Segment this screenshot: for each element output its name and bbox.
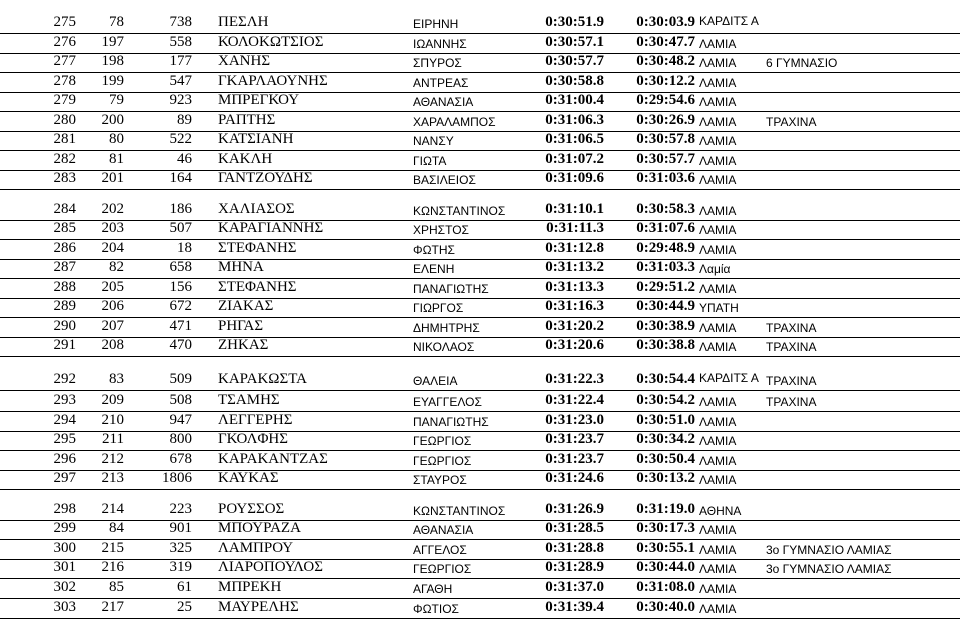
surname-cell: ΠΕΣΛΗ [218,14,269,30]
finish-time-cell: 0:31:11.3 [546,220,604,236]
surname-cell: ΓΚΑΡΛΑΟΥΝΗΣ [218,73,328,89]
table-row [0,0,960,33]
rank-cell: 297 [53,470,76,486]
surname-cell: ΚΑΡΑΓΙΑΝΝΗΣ [218,220,324,236]
rank-cell: 299 [53,520,76,536]
city-cell: ΛΑΜΙΑ [699,56,737,70]
city-cell: ΛΑΜΙΑ [699,243,737,257]
category-rank-cell: 199 [101,73,124,89]
chip-time-cell: 0:29:51.2 [636,279,695,295]
table-row [0,53,960,72]
club-cell: 6 ΓΥΜΝΑΣΙΟ [766,56,838,70]
surname-cell: ΚΟΛΟΚΩΤΣΙΟΣ [218,34,324,50]
rank-cell: 287 [53,259,76,275]
bib-number-cell: 89 [177,112,192,128]
finish-time-cell: 0:31:09.6 [545,170,604,186]
finish-time-cell: 0:31:20.2 [545,318,604,334]
chip-time-cell: 0:31:07.6 [636,220,695,236]
surname-cell: ΤΣΑΜΗΣ [218,392,280,408]
table-row [0,111,960,131]
finish-time-cell: 0:30:51.9 [545,14,604,30]
rank-cell: 290 [53,318,76,334]
bib-number-cell: 325 [169,540,192,556]
bib-number-cell: 522 [169,131,192,147]
finish-time-cell: 0:31:22.4 [545,392,604,408]
table-row [0,520,960,539]
table-row [0,489,960,520]
city-cell: ΛΑΜΙΑ [699,415,737,429]
chip-time-cell: 0:30:34.2 [636,431,695,447]
rank-cell: 303 [53,599,76,615]
rank-cell: 302 [53,579,76,595]
category-rank-cell: 210 [101,412,124,428]
category-rank-cell: 78 [109,14,124,30]
city-cell: ΛΑΜΙΑ [699,434,737,448]
category-rank-cell: 215 [101,540,124,556]
chip-time-cell: 0:31:08.0 [636,579,695,595]
surname-cell: ΖΗΚΑΣ [218,337,269,353]
first-name-cell: ΑΓΑΘΗ [413,582,453,596]
bib-number-cell: 507 [169,220,192,236]
surname-cell: ΜΑΥΡΕΛΗΣ [218,599,299,615]
chip-time-cell: 0:30:12.2 [636,73,695,89]
finish-time-cell: 0:31:22.3 [545,371,604,387]
surname-cell: ΡΗΓΑΣ [218,318,264,334]
first-name-cell: ΑΘΑΝΑΣΙΑ [413,523,474,537]
table-row [0,411,960,431]
rank-cell: 296 [53,451,76,467]
chip-time-cell: 0:30:38.8 [636,337,695,353]
city-cell: ΥΠΑΤΗ [699,301,739,315]
finish-time-cell: 0:31:24.6 [545,470,604,486]
bib-number-cell: 508 [169,392,192,408]
city-cell: ΛΑΜΙΑ [699,115,737,129]
club-cell: 3ο ΓΥΜΝΑΣΙΟ ΛΑΜΙΑΣ [766,562,892,576]
first-name-cell: ΚΩΝΣΤΑΝΤΙΝΟΣ [413,504,506,518]
category-rank-cell: 202 [101,201,124,217]
rank-cell: 281 [53,131,76,147]
surname-cell: ΚΑΥΚΑΣ [218,470,279,486]
category-rank-cell: 213 [101,470,124,486]
rank-cell: 295 [53,431,76,447]
city-cell: ΛΑΜΙΑ [699,602,737,616]
chip-time-cell: 0:31:19.0 [636,501,695,517]
rank-cell: 301 [53,559,76,575]
finish-time-cell: 0:31:13.3 [545,279,604,295]
surname-cell: ΚΑΚΛΗ [218,151,273,167]
rank-cell: 289 [53,298,76,314]
bib-number-cell: 547 [169,73,192,89]
category-rank-cell: 214 [101,501,124,517]
surname-cell: ΛΙΑΡΟΠΟΥΛΟΣ [218,559,323,575]
chip-time-cell: 0:30:54.2 [636,392,695,408]
bib-number-cell: 672 [169,298,192,314]
finish-time-cell: 0:31:13.2 [545,259,604,275]
category-rank-cell: 216 [101,559,124,575]
club-cell: ΤΡΑΧΙΝΑ [766,115,817,129]
category-rank-cell: 85 [109,579,124,595]
city-cell: ΛΑΜΙΑ [699,76,737,90]
chip-time-cell: 0:29:48.9 [636,240,695,256]
first-name-cell: ΣΤΑΥΡΟΣ [413,473,467,487]
category-rank-cell: 197 [101,34,124,50]
bib-number-cell: 470 [169,337,192,353]
first-name-cell: ΣΠΥΡΟΣ [413,56,462,70]
bib-number-cell: 509 [169,371,192,387]
surname-cell: ΧΑΛΙΑΣΟΣ [218,201,295,217]
rank-cell: 285 [53,220,76,236]
chip-time-cell: 0:30:17.3 [636,520,695,536]
city-cell: ΛΑΜΙΑ [699,340,737,354]
first-name-cell: ΓΙΩΡΓΟΣ [413,301,464,315]
category-rank-cell: 212 [101,451,124,467]
bib-number-cell: 923 [169,92,192,108]
first-name-cell: ΧΡΗΣΤΟΣ [413,223,469,237]
surname-cell: ΡΟΥΣΣΟΣ [218,501,285,517]
category-rank-cell: 81 [109,151,124,167]
finish-time-cell: 0:31:23.7 [545,431,604,447]
rank-cell: 276 [53,34,76,50]
table-row [0,337,960,356]
rank-cell: 288 [53,279,76,295]
category-rank-cell: 80 [109,131,124,147]
category-rank-cell: 201 [101,170,124,186]
club-cell: ΤΡΑΧΙΝΑ [766,374,817,388]
finish-time-cell: 0:31:28.9 [545,559,604,575]
category-rank-cell: 209 [101,392,124,408]
table-row [0,72,960,92]
rank-cell: 293 [53,392,76,408]
first-name-cell: ΠΑΝΑΓΙΩΤΗΣ [413,282,489,296]
city-cell: ΛΑΜΙΑ [699,134,737,148]
first-name-cell: ΕΙΡΗΝΗ [413,17,459,31]
first-name-cell: ΒΑΣΙΛΕΙΟΣ [413,173,476,187]
rank-cell: 277 [53,53,76,69]
table-row [0,259,960,278]
rank-cell: 300 [53,540,76,556]
bib-number-cell: 177 [169,53,192,69]
city-cell: ΚΑΡΔΙΤΣ Α [699,14,759,28]
first-name-cell: ΦΩΤΙΟΣ [413,602,459,616]
city-cell: ΛΑΜΙΑ [699,543,737,557]
bib-number-cell: 471 [169,318,192,334]
city-cell: ΛΑΜΙΑ [699,282,737,296]
first-name-cell: ΕΛΕΝΗ [413,262,455,276]
bib-number-cell: 25 [177,599,192,615]
club-cell: ΤΡΑΧΙΝΑ [766,321,817,335]
first-name-cell: ΠΑΝΑΓΙΩΤΗΣ [413,415,489,429]
table-row [0,539,960,559]
city-cell: ΛΑΜΙΑ [699,223,737,237]
table-row [0,470,960,489]
surname-cell: ΚΑΤΣΙΑΝΗ [218,131,294,147]
surname-cell: ΜΗΝΑ [218,259,264,275]
rank-cell: 298 [53,501,76,517]
bib-number-cell: 901 [169,520,192,536]
city-cell: ΛΑΜΙΑ [699,473,737,487]
chip-time-cell: 0:30:38.9 [636,318,695,334]
chip-time-cell: 0:29:54.6 [636,92,695,108]
chip-time-cell: 0:30:55.1 [636,540,695,556]
city-cell: ΛΑΜΙΑ [699,582,737,596]
category-rank-cell: 203 [101,220,124,236]
table-row [0,317,960,337]
finish-time-cell: 0:31:23.7 [545,451,604,467]
club-cell: ΤΡΑΧΙΝΑ [766,340,817,354]
bib-number-cell: 947 [169,412,192,428]
surname-cell: ΓΑΝΤΖΟΥΔΗΣ [218,170,313,186]
city-cell: ΛΑΜΙΑ [699,395,737,409]
table-row [0,33,960,53]
city-cell: ΛΑΜΙΑ [699,37,737,51]
row-divider [0,618,960,619]
surname-cell: ΚΑΡΑΚΩΣΤΑ [218,371,307,387]
bib-number-cell: 800 [169,431,192,447]
finish-time-cell: 0:31:07.2 [545,151,604,167]
chip-time-cell: 0:30:58.3 [636,201,695,217]
surname-cell: ΚΑΡΑΚΑΝΤΖΑΣ [218,451,328,467]
chip-time-cell: 0:30:44.0 [636,559,695,575]
finish-time-cell: 0:31:23.0 [545,412,604,428]
rank-cell: 282 [53,151,76,167]
finish-time-cell: 0:30:57.1 [545,34,604,50]
chip-time-cell: 0:31:03.6 [636,170,695,186]
table-row [0,356,960,390]
bib-number-cell: 46 [177,151,192,167]
club-cell: ΤΡΑΧΙΝΑ [766,395,817,409]
first-name-cell: ΚΩΝΣΤΑΝΤΙΝΟΣ [413,204,506,218]
table-row [0,450,960,470]
finish-time-cell: 0:31:06.5 [545,131,604,147]
first-name-cell: ΦΩΤΗΣ [413,243,455,257]
bib-number-cell: 678 [169,451,192,467]
category-rank-cell: 200 [101,112,124,128]
bib-number-cell: 658 [169,259,192,275]
city-cell: ΛΑΜΙΑ [699,454,737,468]
bib-number-cell: 558 [169,34,192,50]
finish-time-cell: 0:31:39.4 [545,599,604,615]
first-name-cell: ΙΩΑΝΝΗΣ [413,37,467,51]
category-rank-cell: 82 [109,259,124,275]
table-row [0,189,960,220]
table-row [0,559,960,578]
category-rank-cell: 198 [101,53,124,69]
finish-time-cell: 0:30:57.7 [545,53,604,69]
rank-cell: 292 [53,371,76,387]
category-rank-cell: 208 [101,337,124,353]
first-name-cell: ΑΝΤΡΕΑΣ [413,76,469,90]
finish-time-cell: 0:31:16.3 [545,298,604,314]
city-cell: Λαμία [699,262,731,276]
finish-time-cell: 0:31:28.8 [545,540,604,556]
table-row [0,150,960,170]
table-row [0,431,960,450]
table-row [0,578,960,598]
surname-cell: ΜΠΡΕΚΗ [218,579,282,595]
table-row [0,92,960,111]
surname-cell: ΛΕΓΓΕΡΗΣ [218,412,293,428]
bib-number-cell: 1806 [162,470,192,486]
table-row [0,131,960,150]
category-rank-cell: 204 [101,240,124,256]
rank-cell: 275 [53,14,76,30]
surname-cell: ΜΠΡΕΓΚΟΥ [218,92,300,108]
first-name-cell: ΝΑΝΣΥ [413,134,454,148]
bib-number-cell: 319 [169,559,192,575]
table-row [0,390,960,411]
chip-time-cell: 0:30:26.9 [636,112,695,128]
surname-cell: ΛΑΜΠΡΟΥ [218,540,294,556]
category-rank-cell: 217 [101,599,124,615]
city-cell: ΚΑΡΔΙΤΣ Α [699,371,759,385]
category-rank-cell: 84 [109,520,124,536]
first-name-cell: ΓΙΩΤΑ [413,154,447,168]
bib-number-cell: 164 [169,170,192,186]
club-cell: 3ο ΓΥΜΝΑΣΙΟ ΛΑΜΙΑΣ [766,543,892,557]
table-row [0,298,960,317]
surname-cell: ΡΑΠΤΗΣ [218,112,276,128]
bib-number-cell: 18 [177,240,192,256]
first-name-cell: ΧΑΡΑΛΑΜΠΟΣ [413,115,496,129]
first-name-cell: ΝΙΚΟΛΑΟΣ [413,340,475,354]
rank-cell: 283 [53,170,76,186]
chip-time-cell: 0:30:57.7 [636,151,695,167]
bib-number-cell: 156 [169,279,192,295]
finish-time-cell: 0:31:20.6 [545,337,604,353]
first-name-cell: ΓΕΩΡΓΙΟΣ [413,562,472,576]
rank-cell: 284 [53,201,76,217]
first-name-cell: ΕΥΑΓΓΕΛΟΣ [413,395,482,409]
category-rank-cell: 79 [109,92,124,108]
first-name-cell: ΑΘΑΝΑΣΙΑ [413,95,474,109]
finish-time-cell: 0:31:37.0 [545,579,604,595]
rank-cell: 279 [53,92,76,108]
category-rank-cell: 207 [101,318,124,334]
finish-time-cell: 0:31:00.4 [545,92,604,108]
table-row [0,278,960,298]
city-cell: ΛΑΜΙΑ [699,95,737,109]
city-cell: ΑΘΗΝΑ [699,504,742,518]
city-cell: ΛΑΜΙΑ [699,173,737,187]
surname-cell: ΓΚΟΛΦΗΣ [218,431,288,447]
chip-time-cell: 0:30:57.8 [636,131,695,147]
chip-time-cell: 0:30:50.4 [636,451,695,467]
city-cell: ΛΑΜΙΑ [699,562,737,576]
bib-number-cell: 186 [169,201,192,217]
finish-time-cell: 0:30:58.8 [545,73,604,89]
finish-time-cell: 0:31:26.9 [545,501,604,517]
category-rank-cell: 83 [109,371,124,387]
rank-cell: 291 [53,337,76,353]
first-name-cell: ΘΑΛΕΙΑ [413,374,458,388]
category-rank-cell: 206 [101,298,124,314]
table-row [0,170,960,189]
rank-cell: 286 [53,240,76,256]
first-name-cell: ΓΕΩΡΓΙΟΣ [413,434,472,448]
chip-time-cell: 0:30:44.9 [636,298,695,314]
chip-time-cell: 0:30:48.2 [636,53,695,69]
chip-time-cell: 0:31:03.3 [636,259,695,275]
chip-time-cell: 0:30:40.0 [636,599,695,615]
category-rank-cell: 211 [102,431,124,447]
first-name-cell: ΑΓΓΕΛΟΣ [413,543,467,557]
chip-time-cell: 0:30:47.7 [636,34,695,50]
table-row [0,239,960,259]
city-cell: ΛΑΜΙΑ [699,523,737,537]
surname-cell: ΣΤΕΦΑΝΗΣ [218,240,297,256]
chip-time-cell: 0:30:03.9 [636,14,695,30]
surname-cell: ΣΤΕΦΑΝΗΣ [218,279,297,295]
table-row [0,598,960,618]
city-cell: ΛΑΜΙΑ [699,154,737,168]
finish-time-cell: 0:31:28.5 [545,520,604,536]
bib-number-cell: 738 [169,14,192,30]
chip-time-cell: 0:30:13.2 [636,470,695,486]
first-name-cell: ΓΕΩΡΓΙΟΣ [413,454,472,468]
table-row [0,220,960,239]
surname-cell: ΜΠΟΥΡΑΖΑ [218,520,301,536]
chip-time-cell: 0:30:54.4 [636,371,695,387]
bib-number-cell: 61 [177,579,192,595]
city-cell: ΛΑΜΙΑ [699,204,737,218]
finish-time-cell: 0:31:06.3 [545,112,604,128]
rank-cell: 280 [53,112,76,128]
rank-cell: 278 [53,73,76,89]
surname-cell: ΖΙΑΚΑΣ [218,298,274,314]
category-rank-cell: 205 [101,279,124,295]
surname-cell: ΧΑΝΗΣ [218,53,271,69]
finish-time-cell: 0:31:12.8 [545,240,604,256]
city-cell: ΛΑΜΙΑ [699,321,737,335]
first-name-cell: ΔΗΜΗΤΡΗΣ [413,321,480,335]
rank-cell: 294 [53,412,76,428]
bib-number-cell: 223 [169,501,192,517]
finish-time-cell: 0:31:10.1 [545,201,604,217]
chip-time-cell: 0:30:51.0 [636,412,695,428]
